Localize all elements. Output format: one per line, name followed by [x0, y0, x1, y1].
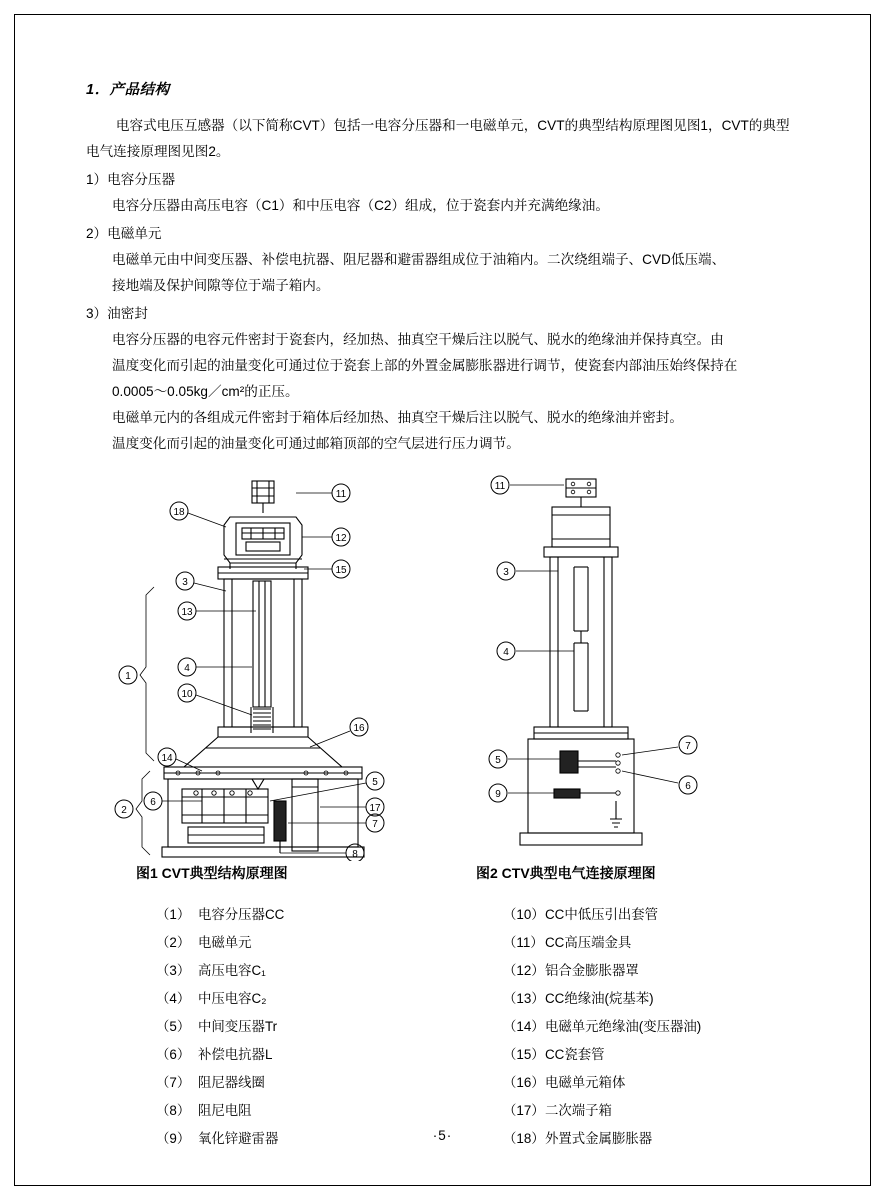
list-item-line: 接地端及保护间隙等位于端子箱内。: [112, 278, 330, 293]
legend-item: [503, 1097, 800, 1125]
figure-2-caption: 图2 CTV典型电气连接原理图: [476, 865, 656, 881]
list-item: [86, 301, 800, 457]
page-number: ·5·: [432, 1128, 453, 1143]
svg-text:5: 5: [495, 755, 501, 766]
svg-text:13: 13: [181, 607, 193, 618]
legend-item: [503, 1041, 800, 1069]
legend-item: [503, 929, 800, 957]
legend-label: 高压电容C₁: [198, 963, 266, 978]
legend-item: [156, 1013, 443, 1041]
page-title: 1．产品结构: [86, 82, 170, 98]
legend-number: （10）: [503, 907, 545, 922]
legend-label: 电磁单元绝缘油(变压器油): [545, 1019, 702, 1034]
legend-item: [156, 1041, 443, 1069]
legend-item: [503, 901, 800, 929]
legend-item: [503, 957, 800, 985]
list-item-label: 2）电磁单元: [86, 226, 162, 241]
legend: [86, 901, 800, 1153]
list-item-line: 电磁单元内的各组成元件密封于箱体后经加热、抽真空干燥后注以脱气、脱水的绝缘油并密封。: [112, 410, 683, 425]
legend-label: 外置式金属膨胀器: [545, 1131, 653, 1146]
legend-label: CC高压端金具: [545, 935, 632, 950]
legend-number: （9）: [156, 1131, 191, 1146]
legend-label: 阻尼电阻: [198, 1103, 252, 1118]
legend-item: [156, 957, 443, 985]
svg-text:15: 15: [335, 565, 347, 576]
figure-1-cvt-structure: [106, 471, 486, 861]
list-item: [86, 167, 800, 219]
list-item-line: 0.0005～0.05kg／cm²的正压。: [112, 384, 299, 399]
list-item-line: 温度变化而引起的油量变化可通过位于瓷套上部的外置金属膨胀器进行调节，使瓷套内部油压始终保持在: [112, 358, 738, 373]
legend-number: （2）: [156, 935, 191, 950]
list-item-line: 电容分压器由高压电容（C1）和中压电容（C2）组成，位于瓷套内并充满绝缘油。: [112, 198, 609, 213]
legend-label: 电磁单元: [198, 935, 252, 950]
list-item: [86, 221, 800, 299]
svg-text:7: 7: [372, 819, 378, 830]
svg-text:11: 11: [335, 489, 347, 500]
legend-item: [156, 929, 443, 957]
svg-text:14: 14: [161, 753, 173, 764]
figure-captions: [86, 863, 800, 889]
svg-text:3: 3: [182, 577, 188, 588]
svg-text:4: 4: [503, 647, 509, 658]
legend-column-right: [443, 901, 800, 1153]
legend-number: （16）: [503, 1075, 545, 1090]
legend-column-left: [86, 901, 443, 1153]
legend-number: （17）: [503, 1103, 545, 1118]
svg-text:10: 10: [181, 689, 193, 700]
legend-item: [156, 901, 443, 929]
svg-text:16: 16: [353, 723, 365, 734]
svg-text:6: 6: [150, 797, 156, 808]
svg-text:4: 4: [184, 663, 190, 674]
legend-label: 二次端子箱: [545, 1103, 612, 1118]
legend-number: （1）: [156, 907, 191, 922]
legend-number: （8）: [156, 1103, 191, 1118]
legend-number: （6）: [156, 1047, 191, 1062]
legend-item: [156, 1069, 443, 1097]
figures-area: [86, 471, 800, 861]
svg-text:8: 8: [352, 849, 358, 860]
legend-item: [156, 985, 443, 1013]
list-item-body: [86, 327, 800, 457]
legend-label: 电容分压器CC: [198, 907, 285, 922]
legend-item: [503, 1013, 800, 1041]
list-item-label: 3）油密封: [86, 306, 148, 321]
svg-text:2: 2: [121, 805, 127, 816]
svg-text:1: 1: [125, 671, 131, 682]
document-content: [86, 78, 800, 1153]
legend-label: CC中低压引出套管: [545, 907, 659, 922]
list-item-line: 电容分压器的电容元件密封于瓷套内，经加热、抽真空干燥后注以脱气、脱水的绝缘油并保持真空。由: [112, 332, 724, 347]
legend-label: 中压电容C₂: [198, 991, 267, 1006]
legend-number: （15）: [503, 1047, 545, 1062]
figure-2-ctv-electrical: [466, 471, 800, 861]
legend-number: （13）: [503, 991, 545, 1006]
legend-label: 铝合金膨胀器罩: [545, 963, 639, 978]
figure-1-caption: 图1 CVT典型结构原理图: [136, 865, 288, 881]
legend-number: （12）: [503, 963, 545, 978]
list-item-line: 电磁单元由中间变压器、补偿电抗器、阻尼器和避雷器组成位于油箱内。二次绕组端子、CVD低压端、: [112, 252, 726, 267]
list-item-body: [86, 247, 800, 299]
legend-number: （5）: [156, 1019, 191, 1034]
svg-text:6: 6: [685, 781, 691, 792]
svg-text:11: 11: [494, 481, 506, 492]
legend-number: （4）: [156, 991, 191, 1006]
legend-number: （11）: [503, 935, 544, 950]
legend-label: 电磁单元箱体: [545, 1075, 626, 1090]
legend-label: 氧化锌避雷器: [198, 1131, 279, 1146]
svg-text:9: 9: [495, 789, 501, 800]
legend-item: [503, 1069, 800, 1097]
svg-text:12: 12: [335, 533, 347, 544]
svg-text:18: 18: [173, 507, 185, 518]
svg-text:7: 7: [685, 741, 691, 752]
svg-text:17: 17: [369, 803, 381, 814]
legend-label: 补偿电抗器L: [198, 1047, 273, 1062]
svg-text:3: 3: [503, 567, 509, 578]
legend-label: 阻尼器线圈: [198, 1075, 265, 1090]
legend-label: CC绝缘油(烷基苯): [545, 991, 654, 1006]
legend-number: （7）: [156, 1075, 191, 1090]
svg-text:5: 5: [372, 777, 378, 788]
legend-item: [156, 1097, 443, 1125]
legend-label: CC瓷套管: [545, 1047, 605, 1062]
legend-item: [503, 985, 800, 1013]
list-item-body: [86, 193, 800, 219]
legend-number: （3）: [156, 963, 191, 978]
list-item-label: 1）电容分压器: [86, 172, 176, 187]
legend-number: （14）: [503, 1019, 545, 1034]
legend-number: （18）: [503, 1131, 545, 1146]
list-item-line: 温度变化而引起的油量变化可通过邮箱顶部的空气层进行压力调节。: [112, 436, 520, 451]
intro-paragraph: 电容式电压互感器（以下简称CVT）包括一电容分压器和一电磁单元，CVT的典型结构原理图见图1，CVT的典型电气连接原理图见图2。: [86, 118, 790, 159]
legend-label: 中间变压器Tr: [198, 1019, 278, 1034]
